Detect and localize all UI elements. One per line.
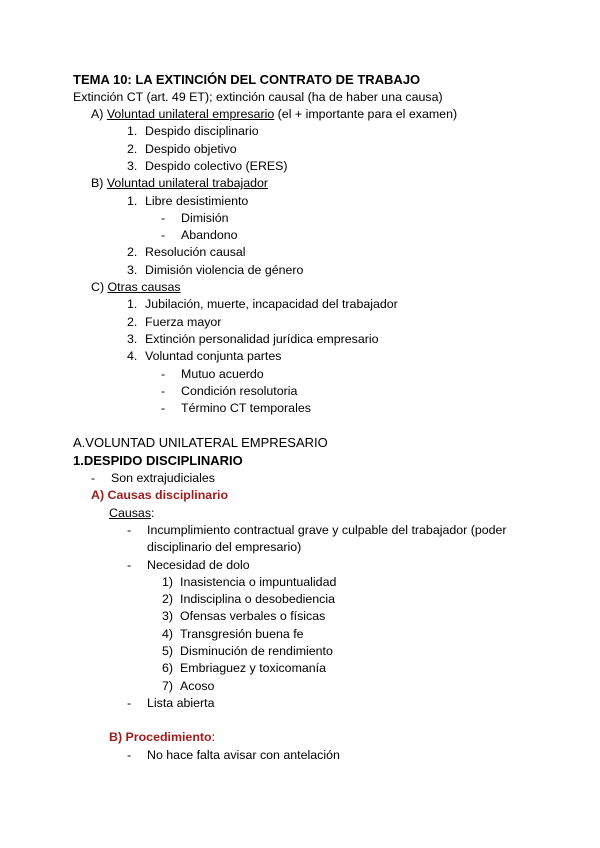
outline-b-marker: B) xyxy=(91,176,104,190)
outline-a-note: (el + importante para el examen) xyxy=(274,107,458,121)
outline-c-label: Otras causas xyxy=(107,280,181,294)
intro-text: Extinción CT (art. 49 ET); extinción causal (ha de haber una causa) xyxy=(73,90,443,104)
list-item: 5) Disminución de rendimiento xyxy=(162,644,333,658)
list-item: 7) Acoso xyxy=(162,679,215,693)
list-item: 1. Despido disciplinario xyxy=(127,124,259,138)
list-item: - Mutuo acuerdo xyxy=(161,367,264,381)
outline-c-marker: C) xyxy=(91,280,105,294)
outline-a xyxy=(91,106,457,123)
list-item: - Término CT temporales xyxy=(161,401,311,415)
list-item: 6) Embriaguez y toxicomanía xyxy=(162,661,327,675)
procedimiento-heading: B) Procedimiento xyxy=(109,730,212,744)
list-item: - Abandono xyxy=(161,228,238,242)
outline-b-label: Voluntad unilateral trabajador xyxy=(106,176,269,190)
list-item-continuation: disciplinario del empresario) xyxy=(147,540,302,554)
list-item: 1. Libre desistimiento xyxy=(127,194,249,208)
page-title: TEMA 10: LA EXTINCIÓN DEL CONTRATO DE TRABAJO xyxy=(73,72,421,87)
list-item: 3) Ofensas verbales o físicas xyxy=(162,609,326,623)
section-subheading: 1.DESPIDO DISCIPLINARIO xyxy=(73,453,243,468)
list-item: 2. Despido objetivo xyxy=(127,142,237,156)
list-item: 3. Extinción personalidad jurídica empresario xyxy=(127,332,379,346)
list-item: - Lista abierta xyxy=(127,696,215,710)
list-item: 2. Fuerza mayor xyxy=(127,315,222,329)
outline-c xyxy=(91,279,181,296)
causas-heading: A) Causas disciplinario xyxy=(91,488,229,502)
procedimiento-heading-line: B) Procedimiento: xyxy=(109,730,216,744)
list-item: - Necesidad de dolo xyxy=(127,558,250,572)
list-item: - Incumplimiento contractual grave y culpable del trabajador (poder xyxy=(127,523,507,537)
list-item: 3. Despido colectivo (ERES) xyxy=(127,159,288,173)
list-item: - Son extrajudiciales xyxy=(91,471,216,485)
list-item: 2) Indisciplina o desobediencia xyxy=(162,592,335,606)
causas-label-line: Causas: xyxy=(109,506,155,520)
list-item: 1) Inasistencia o impuntualidad xyxy=(162,575,337,589)
list-item: 4. Voluntad conjunta partes xyxy=(127,349,282,363)
list-item: 4) Transgresión buena fe xyxy=(162,627,304,641)
list-item: - Dimisión xyxy=(161,211,229,225)
section-heading: A.VOLUNTAD UNILATERAL EMPRESARIO xyxy=(73,435,328,450)
list-item: 3. Dimisión violencia de género xyxy=(127,263,304,277)
outline-a-label: Voluntad unilateral empresario xyxy=(106,107,275,121)
outline-b xyxy=(91,175,268,192)
list-item: - No hace falta avisar con antelación xyxy=(127,748,340,762)
outline-a-marker: A) xyxy=(91,107,104,121)
causas-label: Causas xyxy=(109,506,152,520)
list-item: - Condición resolutoria xyxy=(161,384,298,398)
list-item: 2. Resolución causal xyxy=(127,245,246,259)
list-item: 1. Jubilación, muerte, incapacidad del trabajador xyxy=(127,297,398,311)
